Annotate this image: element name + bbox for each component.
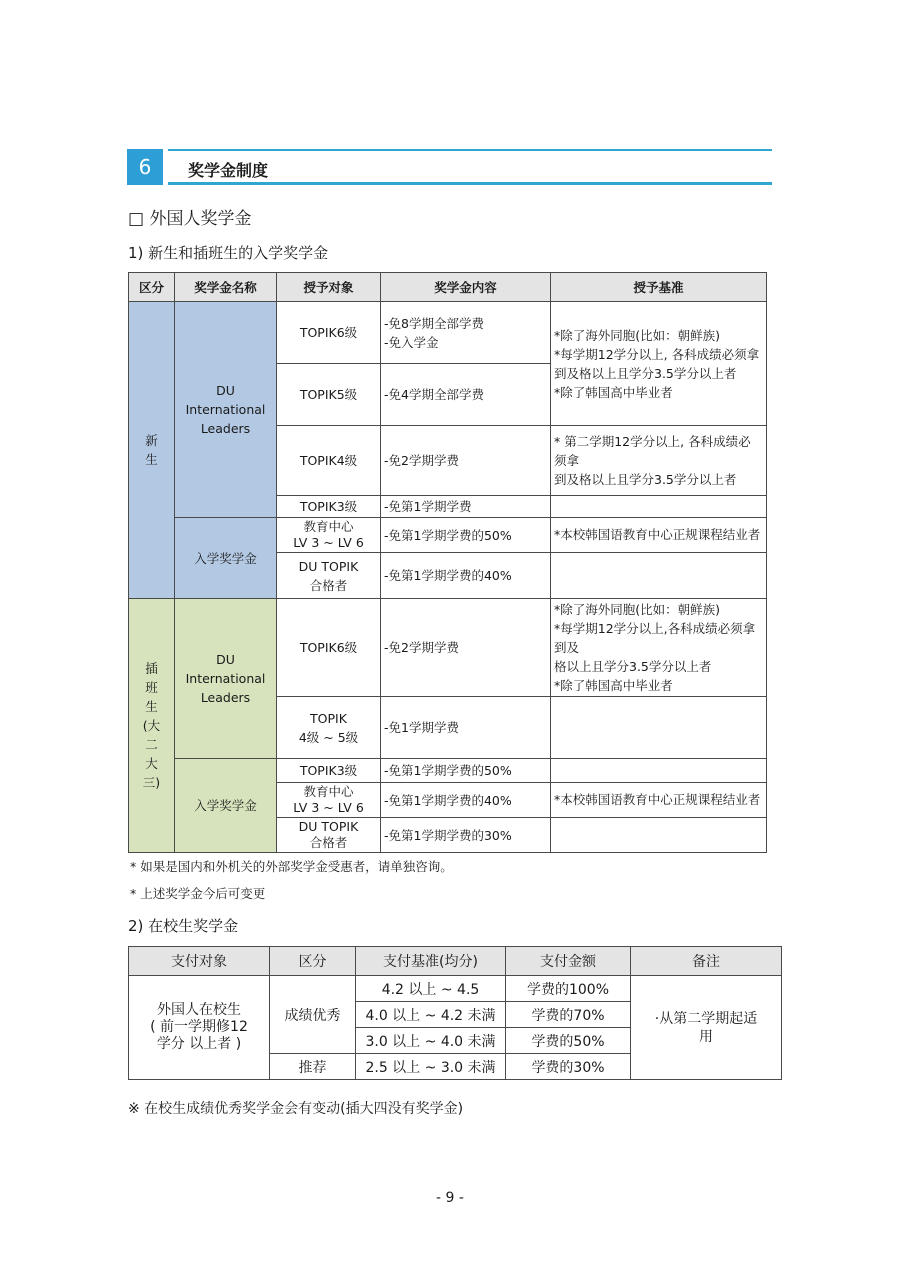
note-subject-to-change: * 上述奖学金今后可变更 xyxy=(130,886,266,901)
target-cell: TOPIK6级 xyxy=(277,599,381,697)
scholarship-name: 入学奖学金 xyxy=(175,518,277,599)
criteria-cell xyxy=(551,818,767,853)
criteria-cell: *本校韩国语教育中心正规课程结业者 xyxy=(551,783,767,818)
target-cell: 教育中心 LV 3 ~ LV 6 xyxy=(277,783,381,818)
table-header: 备注 xyxy=(631,947,782,976)
criteria-cell: 3.0 以上 ~ 4.0 未满 xyxy=(356,1028,506,1054)
note-external-scholarship: * 如果是国内和外机关的外部奖学金受惠者，请单独咨询。 xyxy=(130,859,453,874)
section-rule-top xyxy=(168,149,772,151)
target-cell: TOPIK4级 xyxy=(277,426,381,496)
amount-cell: 学费的70% xyxy=(506,1002,631,1028)
heading-enrolled-scholarship: 2) 在校生奖学金 xyxy=(128,917,239,935)
content-cell: -免第1学期学费的40% xyxy=(381,783,551,818)
payment-target: 外国人在校生 ( 前一学期修12 学分 以上者 ) xyxy=(129,976,270,1080)
table-header: 授予对象 xyxy=(277,273,381,302)
target-cell: DU TOPIK 合格者 xyxy=(277,553,381,599)
table-header: 奖学金名称 xyxy=(175,273,277,302)
criteria-cell xyxy=(551,496,767,518)
target-cell: TOPIK5级 xyxy=(277,364,381,426)
section-rule-bottom xyxy=(168,182,772,185)
criteria-cell: *本校韩国语教育中心正规课程结业者 xyxy=(551,518,767,553)
target-cell: TOPIK 4级 ~ 5级 xyxy=(277,697,381,759)
entrance-scholarship-table xyxy=(128,272,767,853)
heading-entrance-scholarship: 1) 新生和插班生的入学奖学金 xyxy=(128,244,329,262)
criteria-cell: 2.5 以上 ~ 3.0 未满 xyxy=(356,1054,506,1080)
criteria-cell: 4.0 以上 ~ 4.2 未满 xyxy=(356,1002,506,1028)
section-title: 奖学金制度 xyxy=(188,161,269,180)
amount-cell: 学费的50% xyxy=(506,1028,631,1054)
table-header: 授予基准 xyxy=(551,273,767,302)
amount-cell: 学费的100% xyxy=(506,976,631,1002)
criteria-cell xyxy=(551,697,767,759)
scholarship-name: DU International Leaders xyxy=(175,599,277,759)
table-header: 区分 xyxy=(129,273,175,302)
content-cell: -免第1学期学费的40% xyxy=(381,553,551,599)
category-transfer-student: 插 班 生 (大 二 大 三) xyxy=(129,599,175,853)
content-cell: -免第1学期学费的30% xyxy=(381,818,551,853)
target-cell: TOPIK6级 xyxy=(277,302,381,364)
criteria-cell: *除了海外同胞(比如：朝鲜族) *每学期12学分以上, 各科成绩必须拿到及格以上且学分3.5学分以上者 *除了韩国高中毕业者 xyxy=(551,302,767,426)
category-excellent: 成绩优秀 xyxy=(270,976,356,1054)
content-cell: -免1学期学费 xyxy=(381,697,551,759)
enrolled-scholarship-table xyxy=(128,946,782,1080)
table-header: 区分 xyxy=(270,947,356,976)
scholarship-name: DU International Leaders xyxy=(175,302,277,518)
table-header: 支付基准(均分) xyxy=(356,947,506,976)
content-cell: -免第1学期学费的50% xyxy=(381,759,551,783)
criteria-cell: 4.2 以上 ~ 4.5 xyxy=(356,976,506,1002)
table-header: 支付金额 xyxy=(506,947,631,976)
criteria-cell: *除了海外同胞(比如：朝鲜族) *每学期12学分以上,各科成绩必须拿到及 格以上且学分3.5学分以上者 *除了韩国高中毕业者 xyxy=(551,599,767,697)
target-cell: TOPIK3级 xyxy=(277,759,381,783)
category-recommend: 推荐 xyxy=(270,1054,356,1080)
table-header: 支付对象 xyxy=(129,947,270,976)
target-cell: DU TOPIK 合格者 xyxy=(277,818,381,853)
target-cell: TOPIK3级 xyxy=(277,496,381,518)
category-new-student: 新 生 xyxy=(129,302,175,599)
table-header: 奖学金内容 xyxy=(381,273,551,302)
amount-cell: 学费的30% xyxy=(506,1054,631,1080)
remark-cell: ·从第二学期起适 用 xyxy=(631,976,782,1080)
section-number: 6 xyxy=(127,149,163,185)
content-cell: -免4学期全部学费 xyxy=(381,364,551,426)
page-number: - 9 - xyxy=(436,1190,464,1206)
scholarship-name: 入学奖学金 xyxy=(175,759,277,853)
criteria-cell xyxy=(551,553,767,599)
criteria-cell: * 第二学期12学分以上, 各科成绩必须拿 到及格以上且学分3.5学分以上者 xyxy=(551,426,767,496)
criteria-cell xyxy=(551,759,767,783)
content-cell: -免8学期全部学费 -免入学金 xyxy=(381,302,551,364)
content-cell: -免第1学期学费 xyxy=(381,496,551,518)
content-cell: -免第1学期学费的50% xyxy=(381,518,551,553)
content-cell: -免2学期学费 xyxy=(381,426,551,496)
footnote: ※ 在校生成绩优秀奖学金会有变动(插大四没有奖学金) xyxy=(128,1101,464,1117)
content-cell: -免2学期学费 xyxy=(381,599,551,697)
heading-foreign-scholarship: □ 外国人奖学金 xyxy=(128,209,252,229)
target-cell: 教育中心 LV 3 ~ LV 6 xyxy=(277,518,381,553)
